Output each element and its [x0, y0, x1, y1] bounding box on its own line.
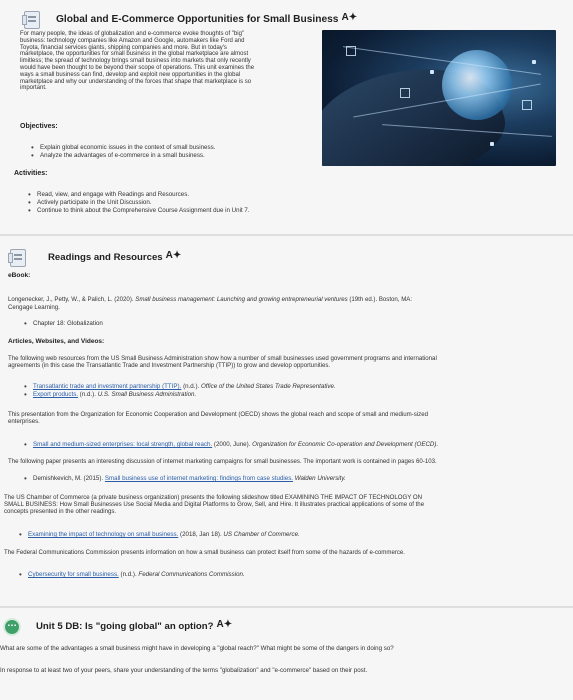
- intro-line: marketplace and why our understanding of the forces that shape that marketplace is so: [20, 78, 252, 85]
- fcc-paragraph: The Federal Communications Commission presents information on how a small business can protect itself from some of the hazards of e-commerce.: [4, 549, 406, 556]
- paper-author: Demishkevich, M. (2015).: [33, 475, 104, 482]
- paper-paragraph: The following paper presents an interesting discussion of internet marketing campaigns for small businesses. The important work is contained in pages 60-103.: [8, 458, 437, 465]
- resource-item-paper: [33, 475, 346, 483]
- overview-title: [56, 12, 357, 25]
- activity-item: • Actively participate in the Unit Discussion.: [37, 199, 152, 207]
- objective-item: • Explain global economic issues in the context of small business.: [40, 144, 215, 152]
- chamber-paragraph-line: SMALL BUSINESS: How Small Businesses Use Social Media and Digital Platforms to Grow, Sell, and Hire. It illustrates practical applications of some of the: [4, 501, 425, 508]
- fcc-source: Federal Communications Commission.: [138, 571, 245, 578]
- resource-item-oecd: [33, 441, 438, 449]
- network-node-box: [522, 100, 532, 110]
- intro-line: would have been thought to be beyond their scope of operations. This unit examines the: [20, 64, 255, 71]
- ebook-publisher: Cengage Learning.: [8, 304, 60, 311]
- network-node-box: [400, 88, 410, 98]
- ebook-citation: [8, 296, 412, 303]
- chamber-date: (2018, Jan 18).: [180, 531, 222, 538]
- accessibility-icon[interactable]: A✦: [216, 619, 233, 630]
- citation-title: Small business management: Launching and growing entrepreneurial ventures: [135, 296, 348, 303]
- objectives-heading: Objectives:: [20, 123, 58, 130]
- document-icon: [10, 249, 26, 267]
- network-node: [490, 142, 494, 146]
- discussion-prompt: What are some of the advantages a small business might have in developing a "global reach?" What might be some of the dangers in doing so?: [0, 645, 394, 652]
- intro-line: marketplace, the opportunities for small business in the global marketplace are almost: [20, 51, 249, 58]
- resource-item-ttip: [33, 383, 336, 391]
- readings-title-text: Readings and Resources: [48, 252, 163, 263]
- paper-source: Walden University.: [294, 475, 346, 482]
- intro-line: ways a small business can find, develop and exploit new opportunities in the global: [20, 71, 241, 78]
- oecd-paragraph-line: enterprises.: [8, 418, 40, 425]
- overview-title-text: Global and E-Commerce Opportunities for Small Business: [56, 14, 339, 25]
- ebook-chapter-item: • Chapter 18: Globalization: [33, 320, 103, 328]
- globe-hand-hero-image: [322, 30, 556, 166]
- intro-line: For many people, the ideas of globalization and e-commerce evoke thoughts of "big": [20, 31, 245, 37]
- intro-line: limitless; the spread of technology brings small business into markets that only recently: [20, 58, 251, 65]
- network-node: [430, 70, 434, 74]
- network-node-box: [346, 46, 356, 56]
- oecd-date: (2000, June).: [213, 441, 251, 448]
- objective-item: • Analyze the advantages of e-commerce in a small business.: [40, 152, 205, 160]
- resource-item-fcc: [28, 571, 245, 579]
- chamber-paragraph-line: The US Chamber of Commerce (a private business organization) presents the following slideshow titled EXAMINING THE IMPACT OF TECHNOLOGY ON: [4, 494, 423, 501]
- export-date: (n.d.).: [79, 391, 96, 398]
- accessibility-icon[interactable]: A✦: [165, 250, 182, 261]
- document-icon: [24, 11, 40, 29]
- ttip-source: Office of the United States Trade Representative.: [200, 383, 336, 390]
- discussion-title-text[interactable]: Unit 5 DB: Is "going global" an option?: [36, 621, 214, 632]
- citation-authors: Longenecker, J., Petty, W., & Palich, L. (2020).: [8, 296, 134, 303]
- readings-title: [48, 250, 181, 263]
- ttip-date: (n.d.).: [183, 383, 200, 390]
- cybersecurity-link[interactable]: Cybersecurity for small business.: [28, 571, 119, 578]
- oecd-paragraph-line: This presentation from the Organization for Economic Cooperation and Development (OECD) shows the global reach and scope of small and medium-sized: [8, 411, 429, 418]
- chamber-link[interactable]: Examining the impact of technology on small business.: [28, 531, 179, 538]
- oecd-source: Organization for Economic Co-operation and Development (OECD).: [252, 441, 439, 448]
- activities-heading: Activities:: [14, 170, 48, 177]
- resource-item-export: [33, 391, 196, 399]
- internet-marketing-link[interactable]: Small business use of internet marketing: findings from case studies.: [104, 475, 294, 482]
- ttip-link[interactable]: Transatlantic trade and investment partnership (TTIP).: [33, 383, 182, 390]
- intro-line: Toyota, financial services giants, shipping companies and more. But in today's: [20, 44, 227, 51]
- accessibility-icon[interactable]: A✦: [341, 12, 358, 23]
- discussion-icon: [3, 618, 21, 636]
- intro-paragraph: [20, 31, 322, 92]
- chamber-paragraph-line: concepts presented in the other readings.: [4, 508, 117, 515]
- fcc-date: (n.d.).: [120, 571, 137, 578]
- articles-heading: Articles, Websites, and Videos:: [8, 338, 105, 345]
- export-products-link[interactable]: Export products.: [33, 391, 79, 398]
- discussion-instruction: In response to at least two of your peers, share your understanding of the terms "globalization" and "e-commerce" based on their post.: [0, 667, 368, 674]
- intro-line: important.: [20, 85, 47, 92]
- oecd-link[interactable]: Small and medium-sized enterprises: local strength, global reach.: [33, 441, 213, 448]
- activity-item: • Read, view, and engage with Readings and Resources.: [37, 191, 189, 199]
- sba-paragraph-line: agreements (in this case the Transatlantic Trade and Investment Partnership (TTIP)) to grow and develop opportunities.: [8, 362, 331, 369]
- intro-line: business: technology companies like Amazon and Google, automakers like Ford and: [20, 37, 245, 44]
- resource-item-chamber: [28, 531, 300, 539]
- sba-paragraph-line: The following web resources from the US Small Business Administration show how a number of small businesses used government programs and international: [8, 355, 437, 362]
- citation-tail: (19th ed.). Boston, MA:: [349, 296, 413, 303]
- network-node: [532, 60, 536, 64]
- activity-item: • Continue to think about the Comprehensive Course Assignment due in Unit 7.: [37, 207, 250, 215]
- discussion-title[interactable]: [36, 619, 232, 632]
- ebook-heading: eBook:: [8, 272, 31, 279]
- chamber-source: US Chamber of Commerce.: [223, 531, 300, 538]
- export-source: U.S. Small Business Administration.: [97, 391, 197, 398]
